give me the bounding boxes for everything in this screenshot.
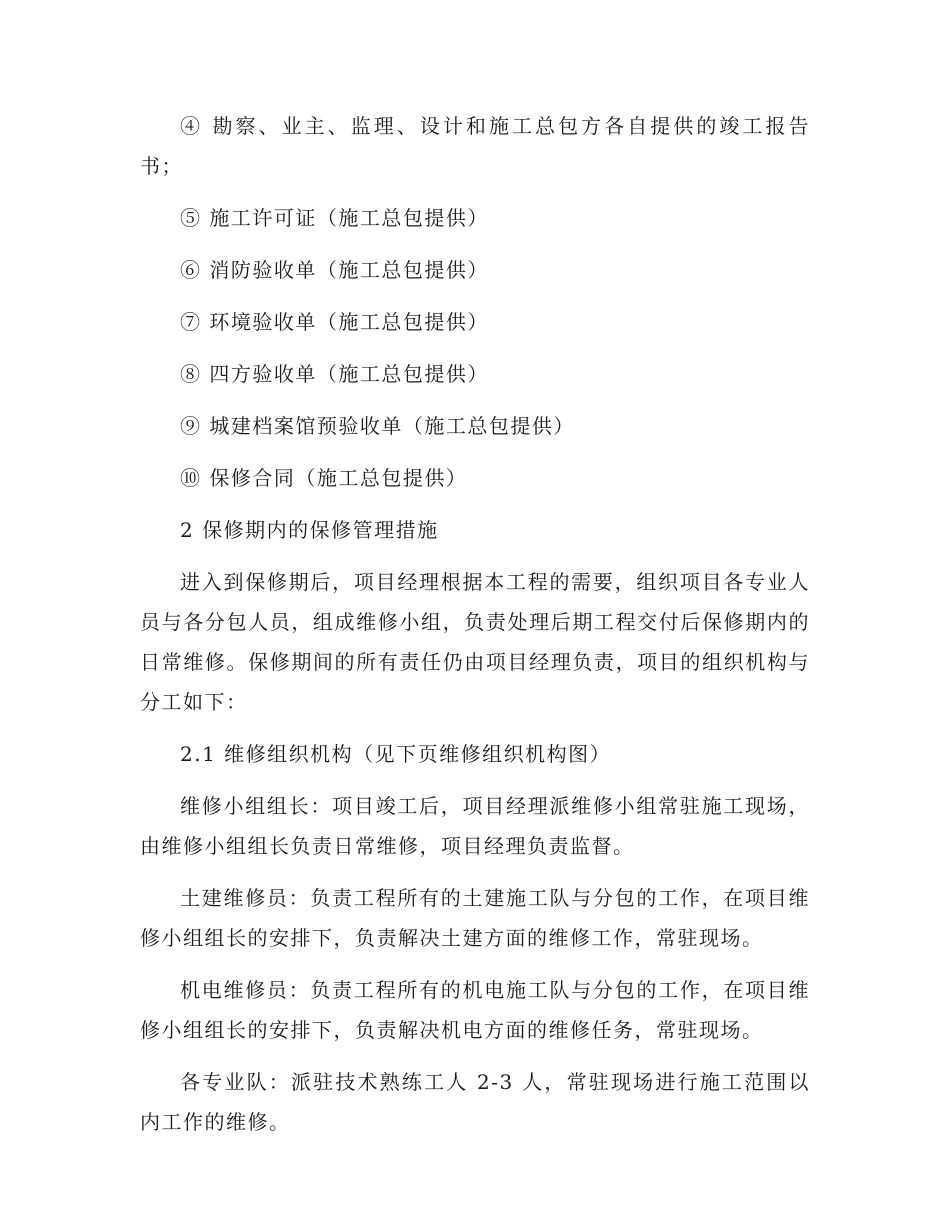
paragraph-civil-repairer: 土建维修员：负责工程所有的土建施工队与分包的工作，在项目维修小组组长的安排下，负责解决土建方面的维修工作，常驻现场。 xyxy=(140,886,810,950)
paragraph-specialty-teams: 各专业队：派驻技术熟练工人 2-3 人，常驻现场进行施工范围以内工作的维修。 xyxy=(140,1070,810,1134)
paragraph-item-6: ⑥ 消防验收单（施工总包提供） xyxy=(180,258,489,282)
paragraph-item-7: ⑦ 环境验收单（施工总包提供） xyxy=(180,310,489,334)
paragraph-item-5: ⑤ 施工许可证（施工总包提供） xyxy=(180,206,489,230)
section-heading-2: 2 保修期内的保修管理措施 xyxy=(180,518,439,542)
paragraph-item-4: ④ 勘察、业主、监理、设计和施工总包方各自提供的竣工报告书； xyxy=(140,114,810,178)
paragraph-item-8: ⑧ 四方验收单（施工总包提供） xyxy=(180,362,489,386)
document-body xyxy=(140,106,810,1142)
paragraph-item-10: ⑩ 保修合同（施工总包提供） xyxy=(180,466,468,490)
paragraph-maintenance-intro: 进入到保修期后，项目经理根据本工程的需要，组织项目各专业人员与各分包人员，组成维修小组，负责处理后期工程交付后保修期内的日常维修。保修期间的所有责任仍由项目经理负责，项目的组织机构与分工如下： xyxy=(140,570,810,714)
paragraph-mep-repairer: 机电维修员：负责工程所有的机电施工队与分包的工作，在项目维修小组组长的安排下，负责解决机电方面的维修任务，常驻现场。 xyxy=(140,978,810,1042)
paragraph-team-leader: 维修小组组长：项目竣工后，项目经理派维修小组常驻施工现场，由维修小组组长负责日常维修，项目经理负责监督。 xyxy=(140,794,810,858)
paragraph-item-9: ⑨ 城建档案馆预验收单（施工总包提供） xyxy=(180,414,575,438)
section-heading-2-1: 2.1 维修组织机构（见下页维修组织机构图） xyxy=(180,742,612,766)
